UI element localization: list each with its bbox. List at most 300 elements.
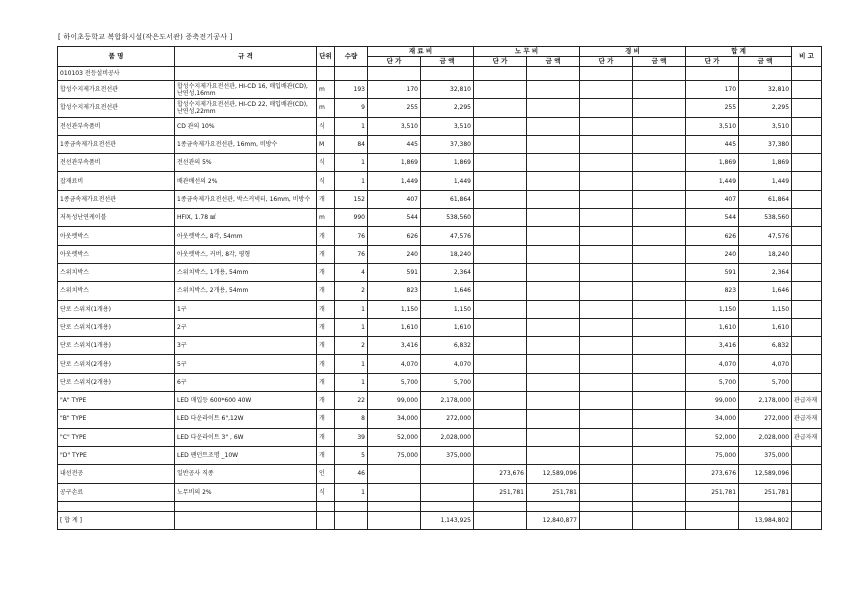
row-material-amount: 47,576 [421,227,474,245]
row-total-amount: 1,869 [739,154,792,172]
row-total-amount: 538,560 [739,209,792,227]
row-expense-unit-price [580,318,633,336]
row-qty: 1 [335,154,368,172]
header-expense: 경 비 [580,47,686,57]
row-expense-unit-price [580,282,633,300]
row-total-unit-price: 591 [686,263,739,281]
total-label: [ 합 계 ] [58,511,175,529]
row-total-unit-price: 544 [686,209,739,227]
row-expense-amount [633,355,686,373]
row-labor-unit-price [474,373,527,391]
row-labor-unit-price [474,300,527,318]
row-spec: LED 팬던트조명 _10W [175,446,317,464]
row-expense-unit-price [580,428,633,446]
row-total-amount: 37,380 [739,135,792,153]
header-spec: 규 격 [175,47,317,67]
row-unit: 개 [317,428,335,446]
row-labor-amount [527,154,580,172]
header-labor-unit-price: 단 가 [474,57,527,67]
row-material-unit-price: 823 [368,282,421,300]
row-expense-unit-price [580,355,633,373]
row-unit: m [317,81,335,99]
row-unit [317,67,335,81]
row-spec: LED 매입등 600*600 40W [175,392,317,410]
row-material-unit-price: 75,000 [368,446,421,464]
row-remark [792,446,822,464]
row-material-amount: 2,178,000 [421,392,474,410]
row-material-amount: 1,150 [421,300,474,318]
row-expense-amount [633,172,686,190]
row-unit: 개 [317,300,335,318]
row-labor-amount [527,428,580,446]
row-total-amount: 32,810 [739,81,792,99]
row-labor-amount [527,245,580,263]
row-labor-unit-price [474,190,527,208]
row-total-amount: 4,070 [739,355,792,373]
row-material-unit-price: 407 [368,190,421,208]
row-spec: 2구 [175,318,317,336]
row-labor-unit-price: 251,781 [474,483,527,501]
row-material-unit-price: 1,449 [368,172,421,190]
row-total-amount: 1,610 [739,318,792,336]
row-item-name: 공구손료 [58,483,175,501]
table-row [58,355,822,373]
row-material-unit-price [368,483,421,501]
row-remark [792,282,822,300]
row-material-unit-price: 3,510 [368,117,421,135]
row-total-unit-price: 4,070 [686,355,739,373]
row-labor-amount [527,227,580,245]
row-expense-unit-price [580,410,633,428]
row-expense-amount [633,428,686,446]
row-labor-unit-price [474,410,527,428]
table-row [58,373,822,391]
row-unit: 식 [317,172,335,190]
row-remark [792,318,822,336]
row-labor-unit-price: 273,676 [474,465,527,483]
row-labor-amount [527,81,580,99]
row-labor-unit-price [474,355,527,373]
table-row [58,209,822,227]
row-item-name: 단로 스위치(1개용) [58,318,175,336]
row-expense-unit-price [580,263,633,281]
row-labor-unit-price [474,392,527,410]
row-qty: 76 [335,227,368,245]
row-material-amount: 18,240 [421,245,474,263]
row-expense-amount [633,135,686,153]
row-total-unit-price: 251,781 [686,483,739,501]
header-total-amount: 금 액 [739,57,792,67]
row-remark [792,117,822,135]
row-unit: 개 [317,190,335,208]
row-expense-amount [633,227,686,245]
row-expense-unit-price [580,392,633,410]
row-unit: 개 [317,355,335,373]
table-row [58,117,822,135]
row-item-name: 저독성난연케이블 [58,209,175,227]
row-total-unit-price: 1,150 [686,300,739,318]
row-unit: 개 [317,318,335,336]
row-spec: 1종금속제가요전선관, 박스커넥터, 16mm, 비방수 [175,190,317,208]
row-item-name: "D" TYPE [58,446,175,464]
row-material-unit-price: 544 [368,209,421,227]
row-spec: HFIX, 1.78 ㎟ [175,209,317,227]
row-expense-unit-price [580,99,633,117]
row-material-unit-price: 445 [368,135,421,153]
row-spec: 노무비의 2% [175,483,317,501]
row-expense-unit-price [580,135,633,153]
table-row [58,135,822,153]
row-total-unit-price: 445 [686,135,739,153]
row-material-amount: 538,560 [421,209,474,227]
row-qty: 4 [335,263,368,281]
row-material-amount: 2,295 [421,99,474,117]
row-spec: 스위치박스, 1개용, 54mm [175,263,317,281]
row-remark [792,245,822,263]
row-total-amount: 12,589,096 [739,465,792,483]
row-spec: LED 다운라이트 3" , 6W [175,428,317,446]
row-labor-amount [527,99,580,117]
row-labor-unit-price [474,263,527,281]
row-spec: 6구 [175,373,317,391]
row-unit: m [317,209,335,227]
row-total-unit-price: 1,869 [686,154,739,172]
table-row [58,172,822,190]
row-unit: 개 [317,373,335,391]
row-expense-amount [633,282,686,300]
row-labor-amount [527,300,580,318]
row-remark: 관급자재 [792,410,822,428]
total-material-amount: 1,143,925 [421,511,474,529]
table-row [58,99,822,117]
row-total-amount: 5,700 [739,373,792,391]
row-material-unit-price: 5,700 [368,373,421,391]
row-unit: 인 [317,465,335,483]
row-material-amount: 1,646 [421,282,474,300]
row-remark: 관급자재 [792,428,822,446]
table-row [58,154,822,172]
row-labor-unit-price [474,67,527,81]
row-expense-unit-price [580,465,633,483]
row-unit: 개 [317,410,335,428]
row-labor-unit-price [474,172,527,190]
row-qty: 46 [335,465,368,483]
row-material-amount: 37,380 [421,135,474,153]
row-labor-amount [527,318,580,336]
row-qty: 1 [335,318,368,336]
header-total: 합 계 [686,47,792,57]
row-qty: 9 [335,99,368,117]
row-labor-unit-price [474,227,527,245]
row-expense-amount [633,465,686,483]
row-labor-amount [527,446,580,464]
row-qty: 1 [335,172,368,190]
row-unit: 개 [317,263,335,281]
row-expense-amount [633,67,686,81]
row-qty: 193 [335,81,368,99]
row-expense-amount [633,318,686,336]
header-item: 품 명 [58,47,175,67]
row-remark [792,483,822,501]
row-item-name: 단로 스위치(2개용) [58,373,175,391]
header-expense-unit-price: 단 가 [580,57,633,67]
row-labor-unit-price [474,337,527,355]
row-total-unit-price: 3,416 [686,337,739,355]
row-unit: M [317,135,335,153]
row-labor-amount [527,337,580,355]
row-spec: LED 다운라이트 6",12W [175,410,317,428]
row-labor-amount [527,172,580,190]
row-remark [792,355,822,373]
row-spec: 3구 [175,337,317,355]
row-item-name: 스위치박스 [58,282,175,300]
row-material-amount: 61,864 [421,190,474,208]
row-expense-unit-price [580,227,633,245]
row-unit: m [317,99,335,117]
row-labor-amount: 251,781 [527,483,580,501]
row-material-unit-price: 4,070 [368,355,421,373]
row-unit: 식 [317,117,335,135]
row-qty: 2 [335,337,368,355]
row-unit: 식 [317,483,335,501]
row-labor-unit-price [474,245,527,263]
row-expense-unit-price [580,446,633,464]
row-material-amount: 1,869 [421,154,474,172]
row-expense-unit-price [580,337,633,355]
row-labor-unit-price [474,135,527,153]
row-remark [792,337,822,355]
header-expense-amount: 금 액 [633,57,686,67]
row-material-unit-price: 34,000 [368,410,421,428]
document-title: [ 하이초등학교 복합화시설(작은도서관) 증축전기공사 ] [58,33,233,41]
header-total-unit-price: 단 가 [686,57,739,67]
row-material-amount: 32,810 [421,81,474,99]
row-material-unit-price: 3,416 [368,337,421,355]
row-expense-amount [633,190,686,208]
row-labor-amount: 12,589,096 [527,465,580,483]
row-total-unit-price: 273,676 [686,465,739,483]
row-unit: 개 [317,282,335,300]
row-qty: 1 [335,483,368,501]
row-spec: 합성수지제가요전선관, HI-CD 22, 매입배관(CD), 난연성,22mm [175,99,317,117]
row-material-unit-price: 1,610 [368,318,421,336]
row-spec: 1구 [175,300,317,318]
row-total-amount: 1,150 [739,300,792,318]
row-expense-amount [633,81,686,99]
row-remark [792,209,822,227]
row-total-amount: 2,295 [739,99,792,117]
row-qty: 84 [335,135,368,153]
row-total-amount: 375,000 [739,446,792,464]
table-row [58,428,822,446]
row-total-unit-price [686,67,739,81]
row-labor-amount [527,67,580,81]
row-item-name: 스위치박스 [58,263,175,281]
row-expense-unit-price [580,483,633,501]
row-expense-unit-price [580,245,633,263]
row-total-unit-price: 407 [686,190,739,208]
row-total-unit-price: 5,700 [686,373,739,391]
row-labor-unit-price [474,446,527,464]
row-material-amount: 2,364 [421,263,474,281]
row-expense-amount [633,154,686,172]
row-expense-unit-price [580,154,633,172]
row-spec: 합성수지제가요전선관, HI-CD 16, 매입배관(CD), 난연성,16mm [175,81,317,99]
row-spec: 5구 [175,355,317,373]
row-material-amount [421,483,474,501]
row-remark: 관급자재 [792,392,822,410]
row-expense-amount [633,300,686,318]
row-labor-amount [527,373,580,391]
row-total-amount: 2,364 [739,263,792,281]
table-row [58,300,822,318]
row-labor-unit-price [474,99,527,117]
row-item-name: "C" TYPE [58,428,175,446]
row-item-name: 단로 스위치(1개용) [58,337,175,355]
row-spec: 아웃렛박스, 8각, 54mm [175,227,317,245]
row-total-amount: 251,781 [739,483,792,501]
table-row [58,245,822,263]
row-remark [792,263,822,281]
row-material-unit-price [368,67,421,81]
row-total-unit-price: 1,449 [686,172,739,190]
row-item-name: 단로 스위치(1개용) [58,300,175,318]
row-item-name: "A" TYPE [58,392,175,410]
row-labor-amount [527,392,580,410]
row-total-unit-price: 170 [686,81,739,99]
row-item-name: 전선관부속품비 [58,154,175,172]
header-material-amount: 금 액 [421,57,474,67]
row-item-name: 합성수지제가요전선관 [58,81,175,99]
row-total-amount: 1,449 [739,172,792,190]
row-total-amount: 6,832 [739,337,792,355]
total-amount: 13,984,802 [739,511,792,529]
header-labor-amount: 금 액 [527,57,580,67]
row-spec: 일반공사 직종 [175,465,317,483]
row-expense-amount [633,392,686,410]
row-material-unit-price: 591 [368,263,421,281]
row-unit: 개 [317,392,335,410]
row-item-name: 합성수지제가요전선관 [58,99,175,117]
row-item-name: 단로 스위치(2개용) [58,355,175,373]
row-total-amount [739,67,792,81]
row-expense-amount [633,117,686,135]
row-labor-unit-price [474,209,527,227]
row-expense-amount [633,410,686,428]
row-qty: 1 [335,355,368,373]
row-qty: 76 [335,245,368,263]
row-qty: 1 [335,373,368,391]
row-remark [792,373,822,391]
row-labor-unit-price [474,81,527,99]
row-unit: 개 [317,446,335,464]
header-qty: 수량 [335,47,368,67]
row-qty: 1 [335,117,368,135]
row-remark [792,465,822,483]
row-material-amount: 3,510 [421,117,474,135]
row-item-name: 내선전공 [58,465,175,483]
row-labor-amount [527,117,580,135]
row-material-amount: 375,000 [421,446,474,464]
row-material-unit-price: 255 [368,99,421,117]
row-qty: 990 [335,209,368,227]
row-material-unit-price: 1,869 [368,154,421,172]
row-expense-unit-price [580,172,633,190]
row-expense-unit-price [580,300,633,318]
row-expense-amount [633,209,686,227]
row-material-unit-price: 626 [368,227,421,245]
row-remark [792,172,822,190]
row-total-amount: 2,178,000 [739,392,792,410]
row-labor-unit-price [474,318,527,336]
row-qty: 1 [335,300,368,318]
row-total-unit-price: 52,000 [686,428,739,446]
row-remark [792,135,822,153]
row-qty: 8 [335,410,368,428]
row-total-unit-price: 75,000 [686,446,739,464]
table-row [58,67,822,81]
row-expense-amount [633,446,686,464]
row-spec: CD 관의 10% [175,117,317,135]
row-total-unit-price: 3,510 [686,117,739,135]
row-labor-amount [527,355,580,373]
row-total-unit-price: 255 [686,99,739,117]
row-labor-amount [527,263,580,281]
table-row [58,318,822,336]
row-material-unit-price: 1,150 [368,300,421,318]
row-total-unit-price: 1,610 [686,318,739,336]
row-material-amount: 2,028,000 [421,428,474,446]
total-labor-amount: 12,840,877 [527,511,580,529]
cost-table [57,46,822,530]
row-labor-unit-price [474,282,527,300]
row-spec: 배관배선의 2% [175,172,317,190]
row-total-unit-price: 240 [686,245,739,263]
table-row [58,227,822,245]
header-labor: 노 무 비 [474,47,580,57]
header-material-unit-price: 단 가 [368,57,421,67]
row-item-name: 010103 전등설비공사 [58,67,175,81]
row-material-amount: 272,000 [421,410,474,428]
row-unit: 개 [317,337,335,355]
row-material-unit-price [368,465,421,483]
row-total-amount: 18,240 [739,245,792,263]
row-labor-amount [527,410,580,428]
row-material-amount [421,465,474,483]
row-total-unit-price: 34,000 [686,410,739,428]
row-material-unit-price: 170 [368,81,421,99]
row-total-amount: 2,028,000 [739,428,792,446]
row-expense-unit-price [580,190,633,208]
row-expense-amount [633,373,686,391]
row-total-unit-price: 99,000 [686,392,739,410]
table-row [58,465,822,483]
row-qty: 2 [335,282,368,300]
row-material-unit-price: 99,000 [368,392,421,410]
row-labor-unit-price [474,428,527,446]
row-total-amount: 1,646 [739,282,792,300]
row-labor-unit-price [474,117,527,135]
row-spec: 스위치박스, 2개용, 54mm [175,282,317,300]
row-material-amount: 5,700 [421,373,474,391]
row-expense-amount [633,483,686,501]
table-row [58,446,822,464]
header-material: 재 료 비 [368,47,474,57]
table-row [58,282,822,300]
table-body [58,67,822,502]
row-expense-unit-price [580,67,633,81]
row-expense-unit-price [580,373,633,391]
